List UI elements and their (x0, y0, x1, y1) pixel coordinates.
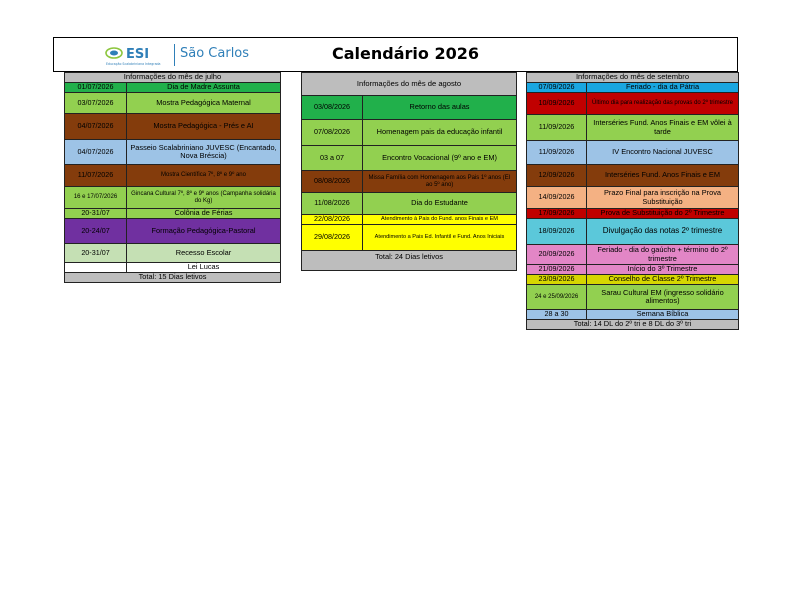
event-cell: Interséries Fund. Anos Finais e EM vôlei à tarde (587, 115, 739, 141)
date-cell: 11/09/2026 (527, 115, 587, 141)
date-cell: 04/07/2026 (65, 114, 127, 140)
date-cell: 28 a 30 (527, 310, 587, 320)
table-row (302, 215, 517, 225)
event-cell: Divulgação das notas 2º trimestre (587, 219, 739, 245)
event-cell: Feriado - dia da Pátria (587, 83, 739, 93)
date-cell: 04/07/2026 (65, 140, 127, 165)
table-row (527, 245, 739, 265)
event-cell: Mostra Pedagógica - Prés e AI (127, 114, 281, 140)
date-cell: 11/09/2026 (527, 141, 587, 165)
event-cell: IV Encontro Nacional JUVESC (587, 141, 739, 165)
event-cell: Lei Lucas (127, 263, 281, 273)
event-cell: Mostra Pedagógica Maternal (127, 93, 281, 114)
september-table (526, 72, 739, 330)
esi-logo-mark (104, 45, 174, 67)
table-row (527, 265, 739, 275)
event-cell: Prova de Substituição do 2º Trimestre (587, 209, 739, 219)
august-header: Informações do mês de agosto (302, 73, 517, 96)
date-cell: 29/08/2026 (302, 225, 363, 251)
event-cell: Homenagem pais da educação infantil (363, 120, 517, 146)
date-cell: 10/09/2026 (527, 93, 587, 115)
date-cell: 03/07/2026 (65, 93, 127, 114)
august-total: Total: 24 Dias letivos (302, 251, 517, 271)
date-cell: 20-31/07 (65, 244, 127, 263)
date-cell: 17/09/2026 (527, 209, 587, 219)
date-cell: 21/09/2026 (527, 265, 587, 275)
date-cell: 01/07/2026 (65, 83, 127, 93)
calendar-header (53, 37, 738, 72)
logo-mark-text: ESI (126, 47, 150, 62)
date-cell: 03 a 07 (302, 146, 363, 171)
event-cell: Feriado - dia do gaúcho + término do 2º trimestre (587, 245, 739, 265)
table-row (527, 165, 739, 187)
date-cell: 12/09/2026 (527, 165, 587, 187)
page-title: Calendário 2026 (332, 44, 479, 63)
date-cell: 14/09/2026 (527, 187, 587, 209)
table-row (527, 83, 739, 93)
table-row (527, 115, 739, 141)
table-row (302, 146, 517, 171)
date-cell: 22/08/2026 (302, 215, 363, 225)
logo-divider (174, 44, 175, 66)
event-cell: Atendimento à Pais do Fund. anos Finais e EM (363, 215, 517, 225)
event-cell: Retorno das aulas (363, 96, 517, 120)
august-table (301, 72, 517, 271)
table-row (302, 120, 517, 146)
event-cell: Atendimento a Pais Ed. Infantil e Fund. Anos Iniciais (363, 225, 517, 251)
september-total: Total: 14 DL do 2º tri e 8 DL do 3º tri (527, 320, 739, 330)
event-cell: Gincana Cultural 7º, 8º e 9º anos (Campanha solidária do Kg) (127, 187, 281, 209)
date-cell: 20/09/2026 (527, 245, 587, 265)
table-row (527, 209, 739, 219)
table-row (527, 141, 739, 165)
event-cell: Passeio Scalabriniano JUVESC (Encantado, Nova Bréscia) (127, 140, 281, 165)
date-cell: 07/09/2026 (527, 83, 587, 93)
date-cell: 20-31/07 (65, 209, 127, 219)
date-cell: 07/08/2026 (302, 120, 363, 146)
table-row (302, 225, 517, 251)
table-row (65, 219, 281, 244)
july-header: Informações do mês de julho (65, 73, 281, 83)
event-cell: Conselho de Classe 2º Trimestre (587, 275, 739, 285)
date-cell: 16 e 17/07/2026 (65, 187, 127, 209)
event-cell: Encontro Vocacional (9º ano e EM) (363, 146, 517, 171)
table-row (65, 244, 281, 263)
table-row (527, 275, 739, 285)
event-cell: Último dia para realização das provas do 2º trimestre (587, 93, 739, 115)
event-cell: Semana Bíblica (587, 310, 739, 320)
event-cell: Recesso Escolar (127, 244, 281, 263)
date-cell: 23/09/2026 (527, 275, 587, 285)
table-row (65, 93, 281, 114)
logo-name: São Carlos (180, 46, 250, 61)
event-cell: Dia do Estudante (363, 193, 517, 215)
table-row (65, 140, 281, 165)
table-row (65, 165, 281, 187)
table-row (65, 83, 281, 93)
date-cell: 20-24/07 (65, 219, 127, 244)
date-cell: 18/09/2026 (527, 219, 587, 245)
date-cell: 11/07/2026 (65, 165, 127, 187)
table-row (527, 219, 739, 245)
table-row (302, 193, 517, 215)
table-row (65, 263, 281, 273)
logo-tagline: Educação Scalabriniana Integrada (106, 62, 161, 66)
table-row (65, 187, 281, 209)
july-total: Total: 15 Dias letivos (65, 273, 281, 283)
date-cell: 11/08/2026 (302, 193, 363, 215)
july-table (64, 72, 281, 283)
table-row (527, 187, 739, 209)
event-cell: Dia de Madre Assunta (127, 83, 281, 93)
event-cell: Sarau Cultural EM (ingresso solidário alimentos) (587, 285, 739, 310)
date-cell: 24 e 25/09/2026 (527, 285, 587, 310)
date-cell: 03/08/2026 (302, 96, 363, 120)
table-row (527, 285, 739, 310)
event-cell: Formação Pedagógica-Pastoral (127, 219, 281, 244)
table-row (527, 310, 739, 320)
event-cell: Prazo Final para inscrição na Prova Substituição (587, 187, 739, 209)
event-cell: Colônia de Férias (127, 209, 281, 219)
date-cell: 08/08/2026 (302, 171, 363, 193)
september-header: Informações do mês de setembro (527, 73, 739, 83)
event-cell: Interséries Fund. Anos Finais e EM (587, 165, 739, 187)
table-row (527, 93, 739, 115)
table-row (65, 209, 281, 219)
date-cell (65, 263, 127, 273)
table-row (65, 114, 281, 140)
event-cell: Missa Família com Homenagem aos Pais 1º anos (EI ao 5º ano) (363, 171, 517, 193)
event-cell: Mostra Científica 7º, 8º e 9º ano (127, 165, 281, 187)
table-row (302, 96, 517, 120)
table-row (302, 171, 517, 193)
event-cell: Início do 3º Trimestre (587, 265, 739, 275)
